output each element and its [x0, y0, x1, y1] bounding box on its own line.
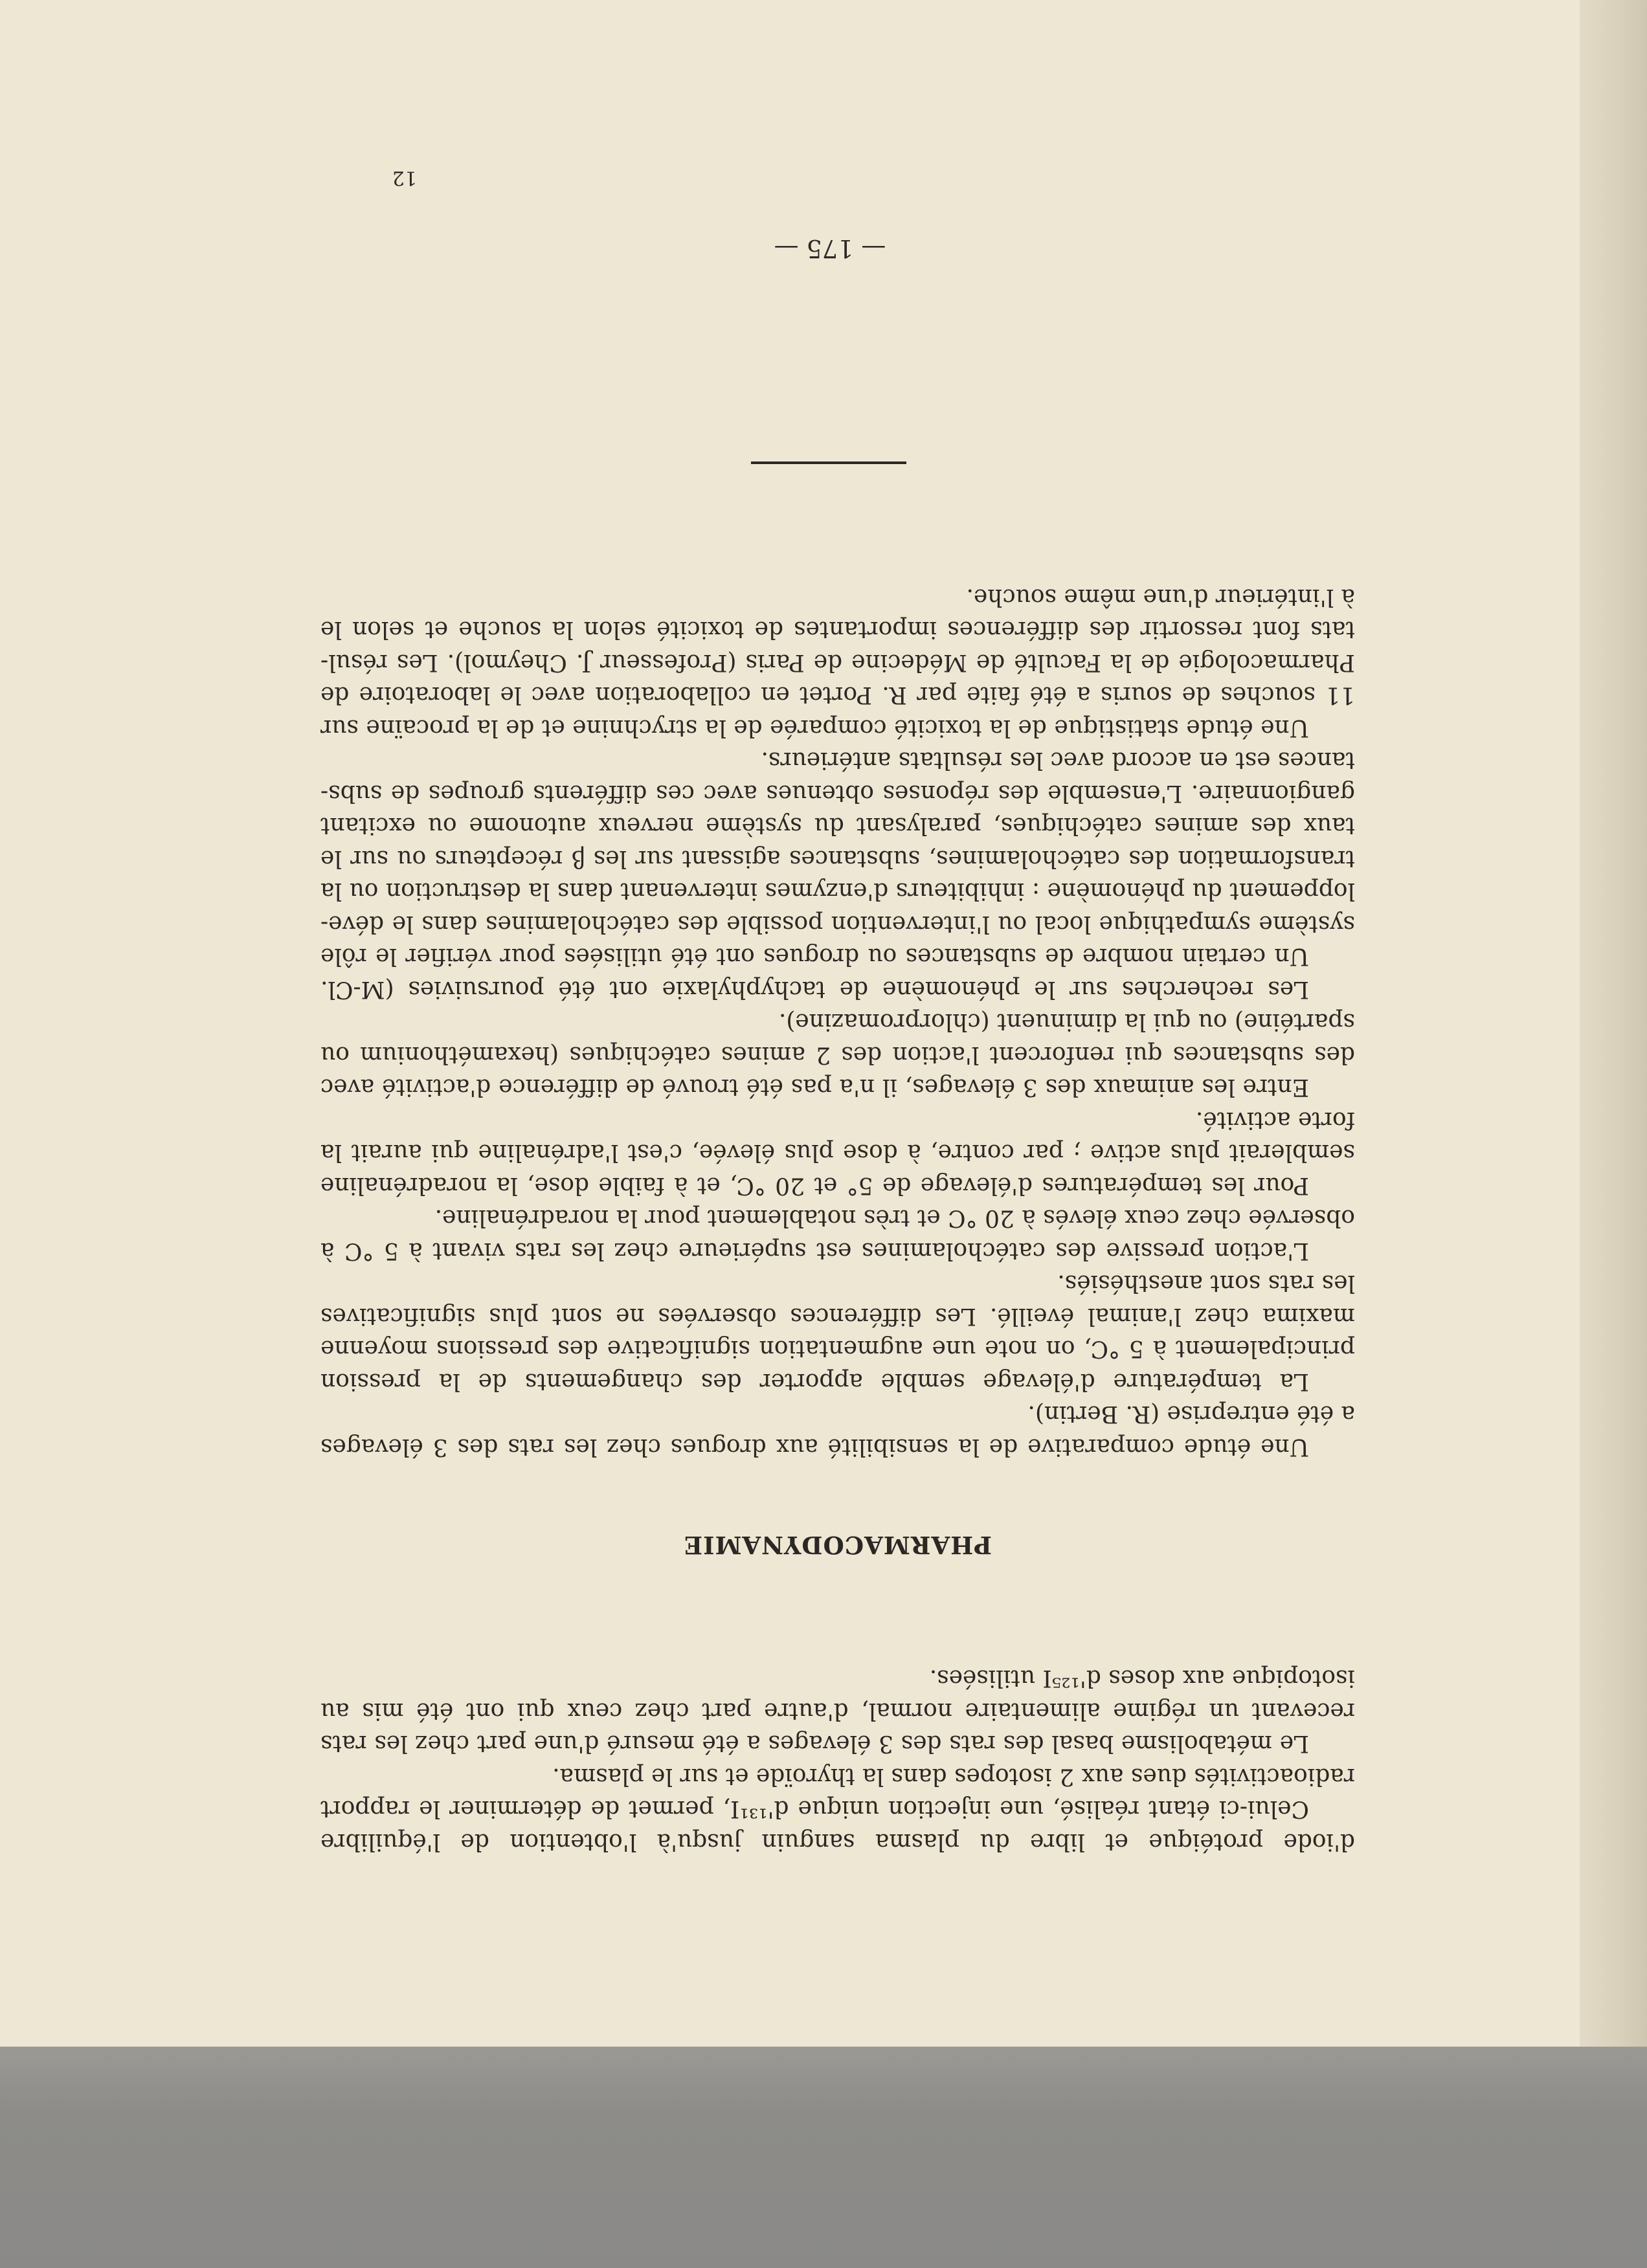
- text-line: transformation des catécholamines, substances agissant sur les β récepteurs ou sur le: [320, 845, 1355, 872]
- text-block-pharmacodynamie: [320, 581, 1355, 1463]
- text-line: forte activité.: [1195, 1107, 1355, 1133]
- paragraph: [320, 1825, 1355, 1858]
- text-line: principalement à 5 °C, on note une augmentation significative des pressions moyenne: [320, 1335, 1355, 1362]
- text-line: à l'intérieur d'une même souche.: [966, 584, 1355, 610]
- text-line: a été entreprise (R. Bertin).: [1027, 1401, 1355, 1428]
- text-line: taux des amines catéchiques, paralysant du système nerveux autonome ou excitant: [320, 812, 1355, 839]
- text-line: La température d'élevage semble apporter des changements de la pression: [320, 1368, 1309, 1395]
- paragraph: [320, 744, 1355, 973]
- section-heading: PHARMACODYNAMIE: [683, 1531, 992, 1559]
- sheet-number: 12: [392, 166, 417, 189]
- text-line: tances est en accord avec les résultats antérieurs.: [761, 747, 1355, 774]
- text-line: des substances qui renforcent l'action des 2 amines catéchiques (hexaméthonium ou: [320, 1041, 1355, 1068]
- text-line: Entre les animaux des 3 élevages, il n'a pas été trouvé de différence d'activité avec: [320, 1074, 1309, 1101]
- text-line: 11 souches de souris a été faite par R. Portet en collaboration avec le laboratoire de: [320, 682, 1355, 709]
- text-line: observée chez ceux élevés à 20 °C et très notablement pour la noradrénaline.: [434, 1205, 1355, 1232]
- text-line: tats font ressortir des différences importantes de toxicité selon la souche et selon le: [320, 616, 1355, 643]
- text-line: gangionnaire. L'ensemble des réponses obtenues avec ces différents groupes de subs-: [320, 780, 1355, 806]
- paragraph: [320, 1005, 1355, 1104]
- paragraph: [320, 1104, 1355, 1202]
- paragraph: [320, 1760, 1355, 1825]
- text-line: Un certain nombre de substances ou drogues ont été utilisées pour vérifier le rôle: [320, 943, 1309, 970]
- text-line: système sympathique local ou l'intervention possible des catécholamines dans le déve-: [320, 911, 1355, 937]
- page-number: — 175 —: [774, 234, 886, 263]
- text-line: Une étude statistique de la toxicité comparée de la strychnine et de la procaïne sur: [320, 715, 1309, 741]
- paragraph: [320, 1201, 1355, 1267]
- text-line: Celui-ci étant réalisé, une injection unique d'¹³¹I, permet de déterminer le rapport: [320, 1796, 1309, 1823]
- section-divider: [751, 461, 906, 464]
- text-line: loppement du phénomène : inhibiteurs d'enzymes intervenant dans la destruction ou la: [320, 878, 1355, 905]
- text-line: radioactivités dues aux 2 isotopes dans la thyroïde et sur le plasma.: [552, 1763, 1355, 1790]
- text-line: d'iode protéique et libre du plasma sanguin jusqu'à l'obtention de l'équilibre: [320, 1829, 1355, 1855]
- text-line: spartéine) ou qui la diminuent (chlorpromazine).: [778, 1008, 1355, 1036]
- text-line: semblerait plus active ; par contre, à dose plus élevée, c'est l'adrénaline qui aurait la: [320, 1139, 1355, 1166]
- text-block-metabolism: [320, 1662, 1355, 1858]
- text-line: Pour les températures d'élevage de 5° et 20 °C, et à faible dose, la noradrénaline: [320, 1172, 1309, 1199]
- paragraph: [320, 1267, 1355, 1397]
- text-line: isotopique aux doses d'¹²⁵I utilisées.: [929, 1665, 1355, 1692]
- text-line: maxima chez l'animal éveillé. Les différences observées ne sont plus significatives: [320, 1303, 1355, 1329]
- text-line: Une étude comparative de la sensibilité aux drogues chez les rats des 3 élevages: [320, 1434, 1309, 1460]
- text-line: Le métabolisme basal des rats des 3 élevages a été mesuré d'une part chez les rats: [320, 1730, 1309, 1757]
- paragraph: [320, 1662, 1355, 1760]
- text-line: recevant un régime alimentaire normal, d'autre part chez ceux qui ont été mis au: [320, 1698, 1355, 1724]
- text-line: les rats sont anesthésiés.: [1057, 1270, 1355, 1297]
- paragraph: [320, 581, 1355, 744]
- paragraph: [320, 1397, 1355, 1463]
- text-line: Les recherches sur le phénomène de tachyphylaxie ont été poursuivies (M-Cl.: [320, 976, 1309, 1003]
- text-line: L'action pressive des catécholamines est supérieure chez les rats vivant à 5 °C à: [320, 1238, 1309, 1264]
- paragraph: [320, 973, 1355, 1006]
- text-line: Pharmacologie de la Faculté de Médecine de Paris (Professeur J. Cheymol). Les résul-: [320, 649, 1355, 676]
